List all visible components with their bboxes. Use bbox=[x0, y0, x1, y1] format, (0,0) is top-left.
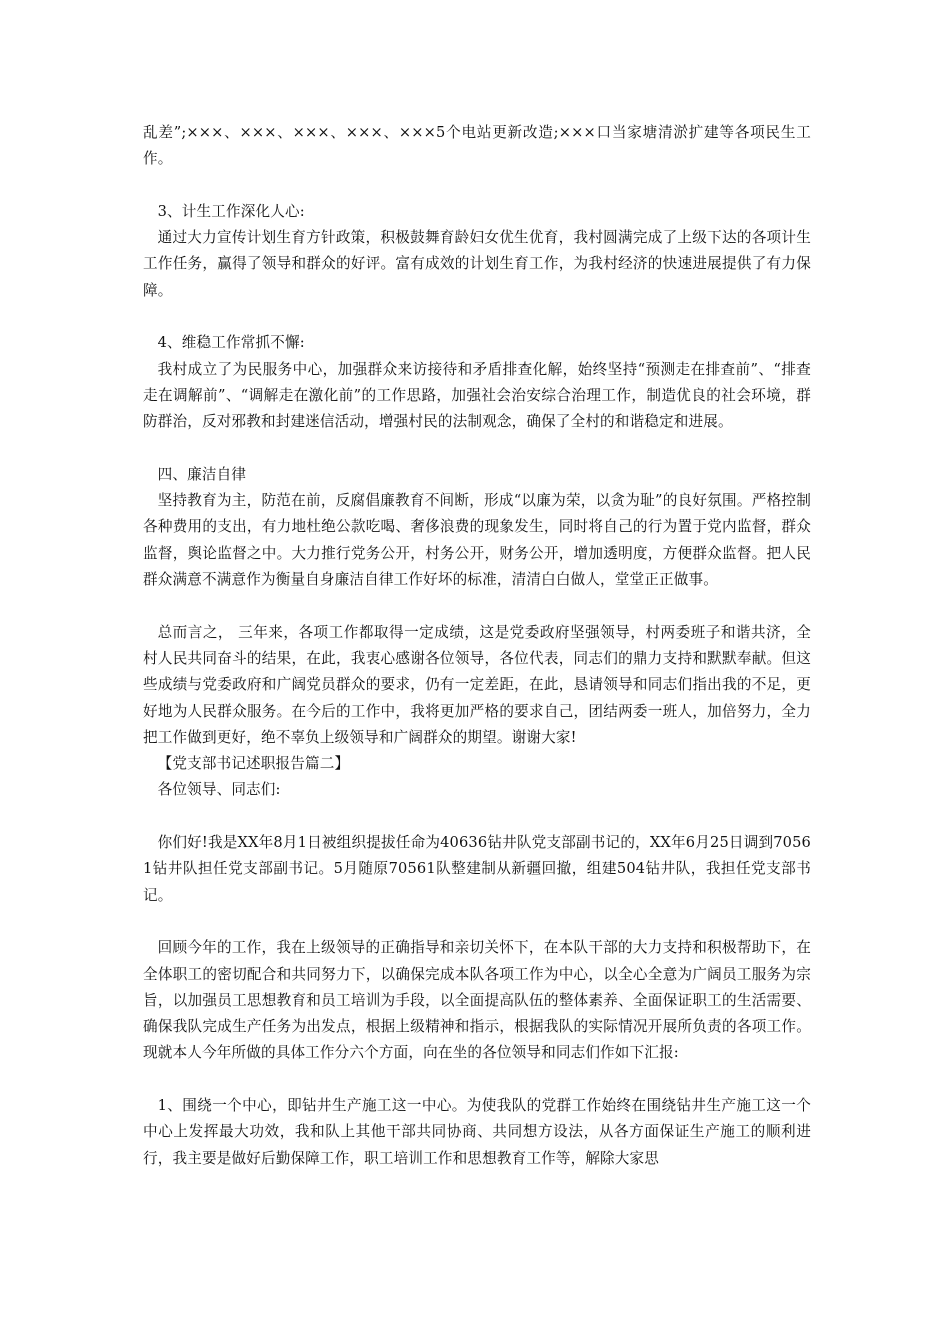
paragraph-spacer bbox=[143, 909, 811, 935]
paragraph-spacer bbox=[143, 436, 811, 462]
section-heading: 【党支部书记述职报告篇二】 bbox=[157, 755, 350, 773]
body-paragraph: 回顾今年的工作，我在上级领导的正确指导和亲切关怀下，在本队干部的大力支持和积极帮助下，在全体职工的密切配合和共同努力下，以确保完成本队各项工作为中心，以全心全意为广阔员工服务为宗旨，以加强员工思想教育和员工培训为手段，以全面提高队伍的整体素养、全面保证职工的生活需要、确保我队完成生产任务为出发点，根据上级精神和指示，根据我队的实际情况开展所负责的各项工作。现就本人今年所做的具体工作分六个方面，向在坐的各位领导和同志们作如下汇报: bbox=[143, 939, 811, 1062]
paragraph-spacer bbox=[143, 173, 811, 199]
section-heading: 各位领导、同志们: bbox=[157, 781, 281, 799]
paragraph-spacer bbox=[143, 1067, 811, 1093]
paragraph-spacer bbox=[143, 304, 811, 330]
body-paragraph: 你们好!我是XX年8月1日被组织提拔任命为40636钻井队党支部副书记的，XX年6月25日调到70561钻井队担任党支部副书记。5月随原70561队整建制从新疆回撤，组建504钻井队，我担任党支部书记。 bbox=[143, 834, 811, 904]
body-paragraph: 乱差”;×××、×××、×××、×××、×××5个电站更新改造;×××口当家塘清淤扩建等各项民生工作。 bbox=[143, 124, 811, 168]
body-paragraph: 通过大力宣传计划生育方针政策，积极鼓舞育龄妇女优生优育，我村圆满完成了上级下达的各项计生工作任务，赢得了领导和群众的好评。富有成效的计划生育工作，为我村经济的快速进展提供了有力保障。 bbox=[143, 229, 811, 299]
body-paragraph: 总而言之， 三年来，各项工作都取得一定成绩，这是党委政府坚强领导，村两委班子和谐共济，全村人民共同奋斗的结果，在此，我衷心感谢各位领导，各位代表，同志们的鼎力支持和默默奉献。但这些成绩与党委政府和广阔党员群众的要求，仍有一定差距，在此，恳请领导和同志们指出我的不足，更好地为人民群众服务。在今后的工作中，我将更加严格的要求自己，团结两委一班人，加倍努力，全力把工作做到更好，绝不辜负上级领导和广阔群众的期望。谢谢大家! bbox=[143, 623, 811, 746]
paragraph-spacer bbox=[143, 804, 811, 830]
paragraph-spacer bbox=[143, 593, 811, 619]
section-heading: 3、计生工作深化人心: bbox=[157, 202, 305, 220]
document-body bbox=[143, 120, 811, 1172]
body-paragraph: 坚持教育为主，防范在前，反腐倡廉教育不间断，形成“以廉为荣，以贪为耻”的良好氛围。严格控制各种费用的支出，有力地杜绝公款吃喝、奢侈浪费的现象发生，同时将自己的行为置于党内监督，群众监督，舆论监督之中。大力推行党务公开，村务公开，财务公开，增加透明度，方便群众监督。把人民群众满意不满意作为衡量自身廉洁自律工作好坏的标准，清清白白做人，堂堂正正做事。 bbox=[143, 492, 811, 589]
body-paragraph: 1、围绕一个中心，即钻井生产施工这一中心。为使我队的党群工作始终在围绕钻井生产施工这一个中心上发挥最大功效，我和队上其他干部共同协商、共同想方设法，从各方面保证生产施工的顺利进行，我主要是做好后勤保障工作，职工培训工作和思想教育工作等，解除大家思 bbox=[143, 1096, 811, 1167]
body-paragraph: 我村成立了为民服务中心，加强群众来访接待和矛盾排查化解，始终坚持“预测走在排查前”、“排查走在调解前”、“调解走在激化前”的工作思路，加强社会治安综合治理工作，制造优良的社会环境，群防群治，反对邪教和封建迷信活动，增强村民的法制观念，确保了全村的和谐稳定和进展。 bbox=[143, 360, 811, 431]
section-heading: 4、维稳工作常抓不懈: bbox=[157, 334, 305, 352]
section-heading: 四、廉洁自律 bbox=[157, 465, 247, 483]
